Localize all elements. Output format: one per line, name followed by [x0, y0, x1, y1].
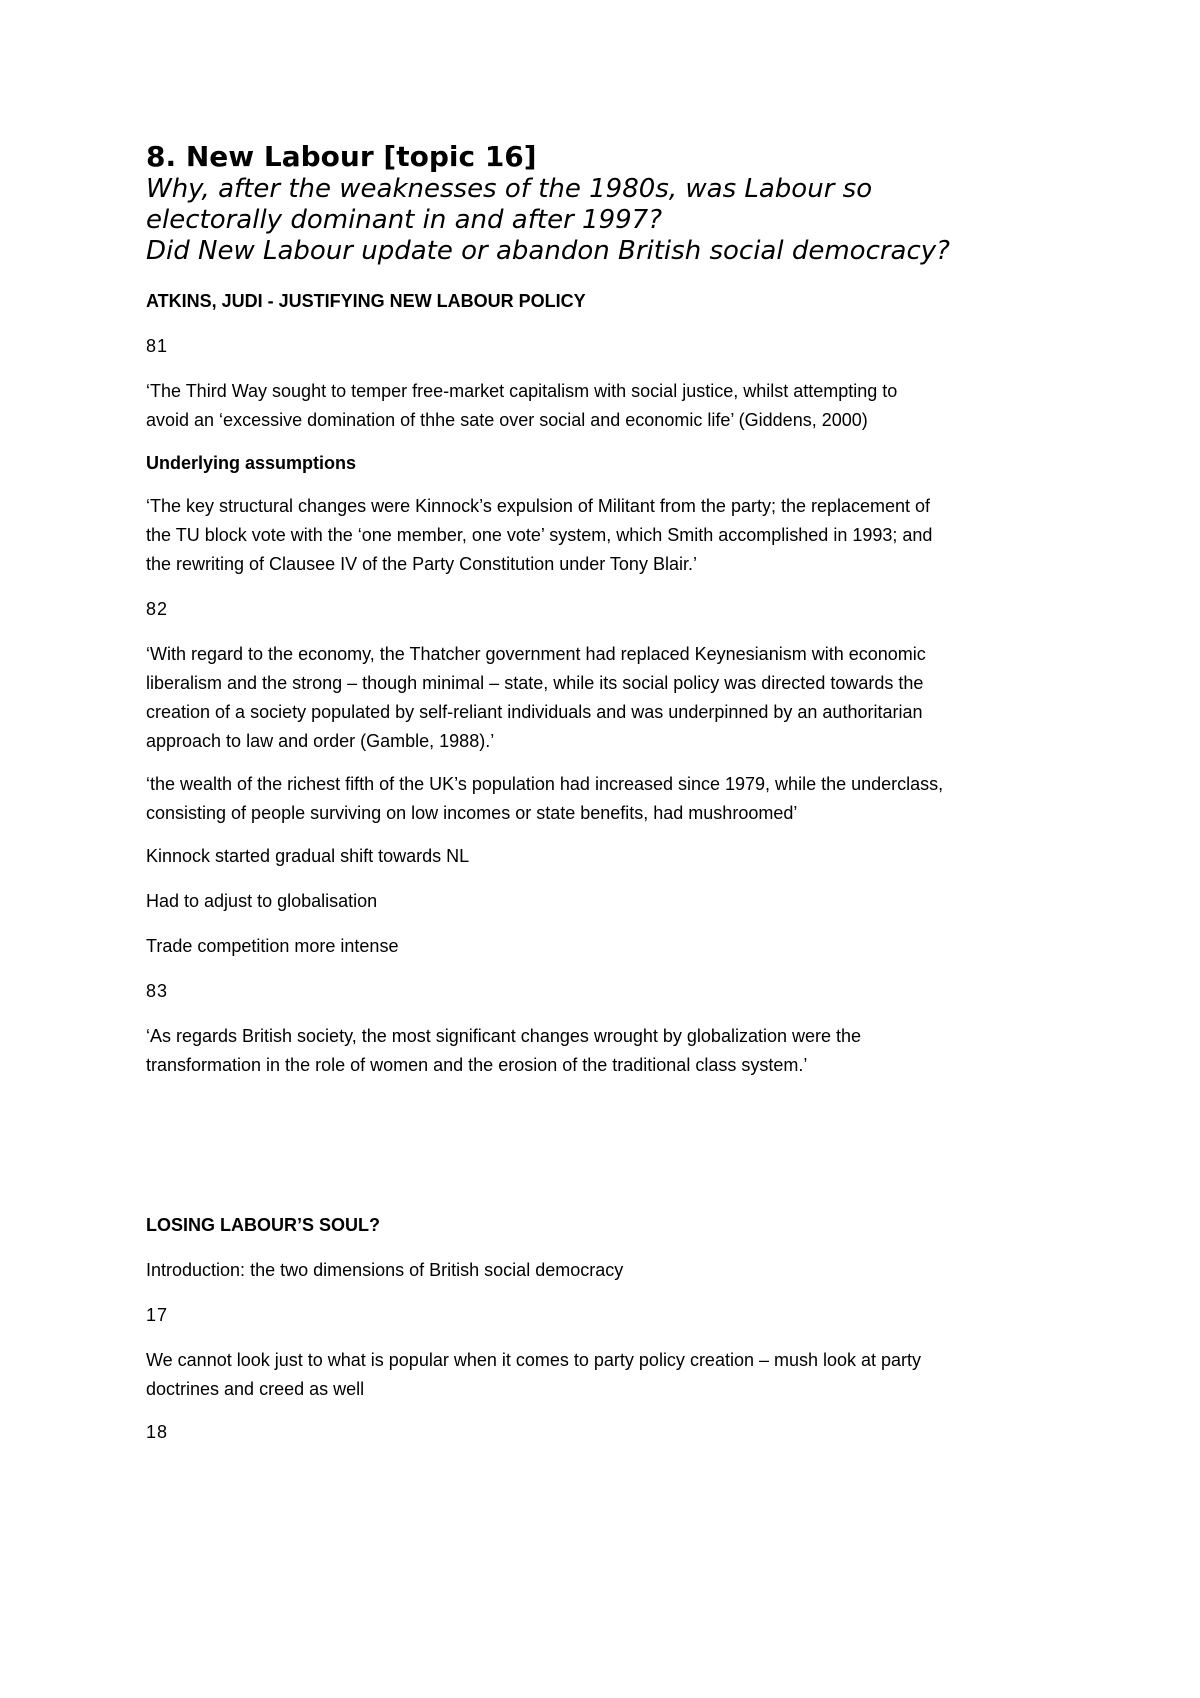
page-number-18: 18 — [146, 1422, 169, 1442]
text-line: ‘The Third Way sought to temper free-market capitalism with social justice, whilst attempting to — [146, 381, 898, 401]
note-kinnock: Kinnock started gradual shift towards NL — [146, 846, 470, 866]
text-line: the rewriting of Clausee IV of the Party Constitution under Tony Blair.’ — [146, 554, 697, 574]
page-number-17: 17 — [146, 1305, 169, 1325]
text-line: approach to law and order (Gamble, 1988).’ — [146, 731, 495, 751]
intro-two-dimensions: Introduction: the two dimensions of British social democracy — [146, 1260, 624, 1280]
text-line: doctrines and creed as well — [146, 1379, 365, 1399]
section-heading-atkins: ATKINS, JUDI - JUSTIFYING NEW LABOUR POLICY — [146, 291, 586, 311]
text-line: ‘With regard to the economy, the Thatcher government had replaced Keynesianism with economic — [146, 644, 926, 664]
page-number-81: 81 — [146, 336, 169, 356]
document-subtitle — [146, 174, 1076, 267]
quote-structural-changes — [146, 492, 1076, 579]
subtitle-line: electorally dominant in and after 1997? — [146, 205, 662, 235]
text-line: transformation in the role of women and the erosion of the traditional class system.’ — [146, 1055, 808, 1075]
quote-economy — [146, 640, 1076, 756]
text-line: ‘The key structural changes were Kinnock’s expulsion of Militant from the party; the replacement of — [146, 496, 931, 516]
page-number-82: 82 — [146, 599, 169, 619]
document-page — [146, 140, 1076, 1447]
text-line: consisting of people surviving on low incomes or state benefits, had mushroomed’ — [146, 803, 798, 823]
subheading-underlying-assumptions: Underlying assumptions — [146, 453, 357, 473]
subtitle-line: Why, after the weaknesses of the 1980s, was Labour so — [146, 174, 873, 204]
subtitle-line: Did New Labour update or abandon British social democracy? — [146, 236, 950, 266]
text-line: creation of a society populated by self-reliant individuals and was underpinned by an authoritarian — [146, 702, 923, 722]
text-line: avoid an ‘excessive domination of thhe sate over social and economic life’ (Giddens, 2000) — [146, 410, 868, 430]
document-title: 8. New Labour [topic 16] — [146, 140, 537, 173]
note-popular-policy — [146, 1346, 1076, 1404]
text-line: the TU block vote with the ‘one member, one vote’ system, which Smith accomplished in 1993; and — [146, 525, 933, 545]
quote-society — [146, 1022, 1076, 1080]
quote-third-way — [146, 377, 1076, 435]
text-line: ‘As regards British society, the most significant changes wrought by globalization were the — [146, 1026, 862, 1046]
quote-wealth — [146, 770, 1076, 828]
section-heading-losing-labours-soul: LOSING LABOUR’S SOUL? — [146, 1215, 380, 1235]
text-line: We cannot look just to what is popular when it comes to party policy creation – mush look at party — [146, 1350, 922, 1370]
note-globalisation: Had to adjust to globalisation — [146, 891, 378, 911]
text-line: ‘the wealth of the richest fifth of the UK’s population had increased since 1979, while the underclass, — [146, 774, 944, 794]
page-number-83: 83 — [146, 981, 169, 1001]
note-trade: Trade competition more intense — [146, 936, 399, 956]
text-line: liberalism and the strong – though minimal – state, while its social policy was directed towards the — [146, 673, 924, 693]
